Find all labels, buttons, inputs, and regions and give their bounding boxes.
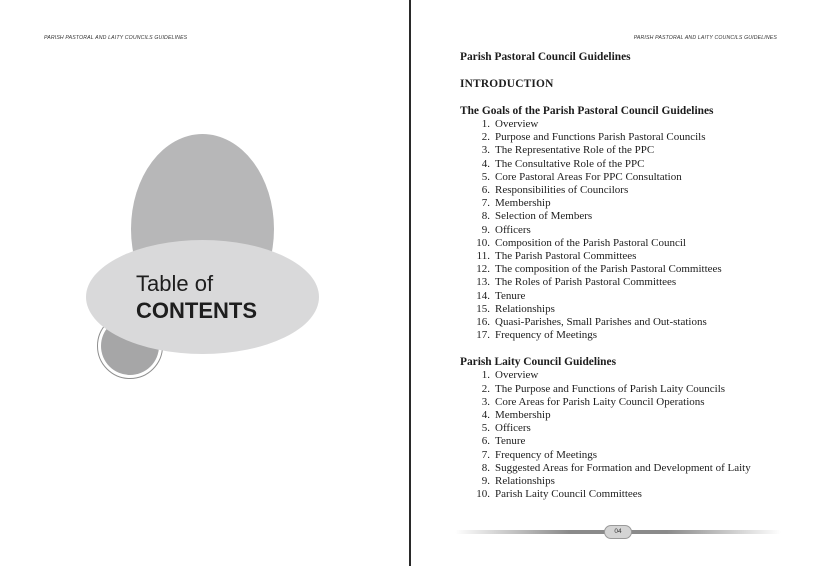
toc-entry-number: 11. (476, 250, 490, 263)
toc-entry-text: Frequency of Meetings (495, 329, 598, 342)
toc-entry-number: 6. (481, 184, 490, 197)
toc-entry-number: 13. (476, 276, 490, 289)
toc-entry[interactable] (460, 475, 800, 488)
toc-entry-number: 10. (476, 236, 490, 249)
section-heading: Parish Laity Council Guidelines (460, 356, 617, 369)
toc-entry[interactable] (460, 409, 800, 422)
toc-entry-number: 15. (476, 302, 490, 315)
toc-entry-text: Quasi-Parishes, Small Parishes and Out-stations (495, 316, 707, 329)
running-head-left: PARISH PASTORAL AND LAITY COUNCILS GUIDELINES (44, 35, 188, 41)
toc-entry-text: Relationships (495, 475, 555, 488)
toc-entry-text: Overview (495, 118, 539, 130)
toc-title (136, 270, 257, 324)
toc-entry-text: Purpose and Functions Parish Pastoral Councils (495, 131, 706, 144)
section-gap (460, 342, 800, 355)
toc-entry[interactable] (460, 210, 800, 223)
toc-title-line2: CONTENTS (136, 298, 257, 323)
toc-entry[interactable] (460, 237, 800, 250)
toc-entry[interactable] (460, 396, 800, 409)
toc-entry-number: 7. (481, 448, 490, 461)
toc-entry-text: Parish Laity Council Committees (495, 488, 642, 501)
toc-sections (460, 104, 800, 501)
main-heading: Parish Pastoral Council Guidelines (460, 51, 631, 63)
toc-entry-text: Officers (495, 223, 531, 236)
toc-entry[interactable] (460, 197, 800, 210)
toc-entry-number: 7. (481, 197, 490, 210)
toc-entry-number: 6. (481, 435, 490, 448)
toc-entry[interactable] (460, 488, 800, 501)
toc-entry-number: 4. (481, 409, 490, 422)
toc-entry-text: Overview (495, 369, 539, 382)
toc-entry-number: 14. (476, 289, 490, 302)
toc-entry[interactable] (460, 158, 800, 171)
toc-entry-text: Suggested Areas for Formation and Development of Laity (495, 461, 751, 474)
toc-entry-number: 9. (481, 475, 490, 488)
toc-entry-number: 5. (481, 422, 490, 435)
toc-entry[interactable] (460, 303, 800, 316)
toc-entry[interactable] (460, 462, 800, 475)
toc-entry-text: Selection of Members (495, 210, 593, 223)
toc-entry[interactable] (460, 118, 800, 131)
toc-entry-number: 1. (481, 369, 490, 382)
toc-entry[interactable] (460, 435, 800, 448)
toc-entry-number: 10. (476, 488, 490, 501)
toc-entry[interactable] (460, 171, 800, 184)
intro-heading: INTRODUCTION (460, 78, 554, 90)
toc-entry[interactable] (460, 316, 800, 329)
toc-entry-number: 5. (481, 170, 490, 183)
toc-entry-number: 3. (481, 144, 490, 157)
toc-entry-number: 12. (476, 263, 490, 276)
toc-entry-text: Core Pastoral Areas For PPC Consultation (495, 170, 682, 183)
toc-entry-text: Composition of the Parish Pastoral Council (495, 236, 686, 249)
toc-entry-text: Tenure (495, 435, 526, 448)
toc-title-line1: Table of (136, 271, 214, 296)
toc-entry-text: Core Areas for Parish Laity Council Operations (495, 395, 705, 408)
toc-entry[interactable] (460, 449, 800, 462)
toc-entry-text: The Representative Role of the PPC (495, 144, 655, 157)
toc-entry-number: 16. (476, 316, 490, 329)
toc-entry[interactable] (460, 131, 800, 144)
toc-entry-text: Responsibilities of Councilors (495, 184, 629, 197)
toc-entry-text: Frequency of Meetings (495, 448, 598, 461)
toc-entry-text: Officers (495, 422, 531, 435)
toc-entry[interactable] (460, 250, 800, 263)
toc-entry[interactable] (460, 422, 800, 435)
toc-entry-number: 3. (481, 395, 490, 408)
toc-entry[interactable] (460, 184, 800, 197)
toc-entry-number: 4. (481, 157, 490, 170)
toc-entry[interactable] (460, 263, 800, 276)
toc-entry-text: The Consultative Role of the PPC (495, 157, 645, 170)
toc-entry-text: The Roles of Parish Pastoral Committees (495, 276, 677, 289)
toc-entry-text: Relationships (495, 302, 555, 315)
running-head-right: PARISH PASTORAL AND LAITY COUNCILS GUIDELINES (633, 35, 777, 41)
page-number: 04 (604, 525, 632, 539)
toc-entry-text: The Parish Pastoral Committees (495, 250, 637, 263)
toc-entry[interactable] (460, 290, 800, 303)
toc-entry[interactable] (460, 329, 800, 342)
section-heading: The Goals of the Parish Pastoral Council Guidelines (460, 105, 714, 117)
toc-content (460, 50, 800, 501)
toc-entry-text: Membership (495, 409, 551, 422)
toc-entry-number: 17. (476, 329, 490, 342)
toc-entry[interactable] (460, 144, 800, 157)
toc-entry-number: 1. (481, 118, 490, 130)
toc-entry-number: 9. (481, 223, 490, 236)
toc-entry-text: Membership (495, 197, 551, 210)
toc-list (460, 118, 800, 342)
toc-list (460, 369, 800, 501)
toc-entry-text: The Purpose and Functions of Parish Laity Councils (495, 382, 726, 395)
toc-entry-text: Tenure (495, 289, 526, 302)
right-page (411, 0, 823, 566)
toc-entry[interactable] (460, 276, 800, 289)
toc-entry-number: 8. (481, 210, 490, 223)
toc-entry-text: The composition of the Parish Pastoral Committees (495, 263, 722, 276)
toc-entry-number: 8. (481, 461, 490, 474)
toc-entry[interactable] (460, 224, 800, 237)
toc-entry[interactable] (460, 383, 800, 396)
toc-entry-number: 2. (481, 131, 490, 144)
toc-entry[interactable] (460, 369, 800, 382)
left-page (0, 0, 410, 566)
toc-entry-number: 2. (481, 382, 490, 395)
